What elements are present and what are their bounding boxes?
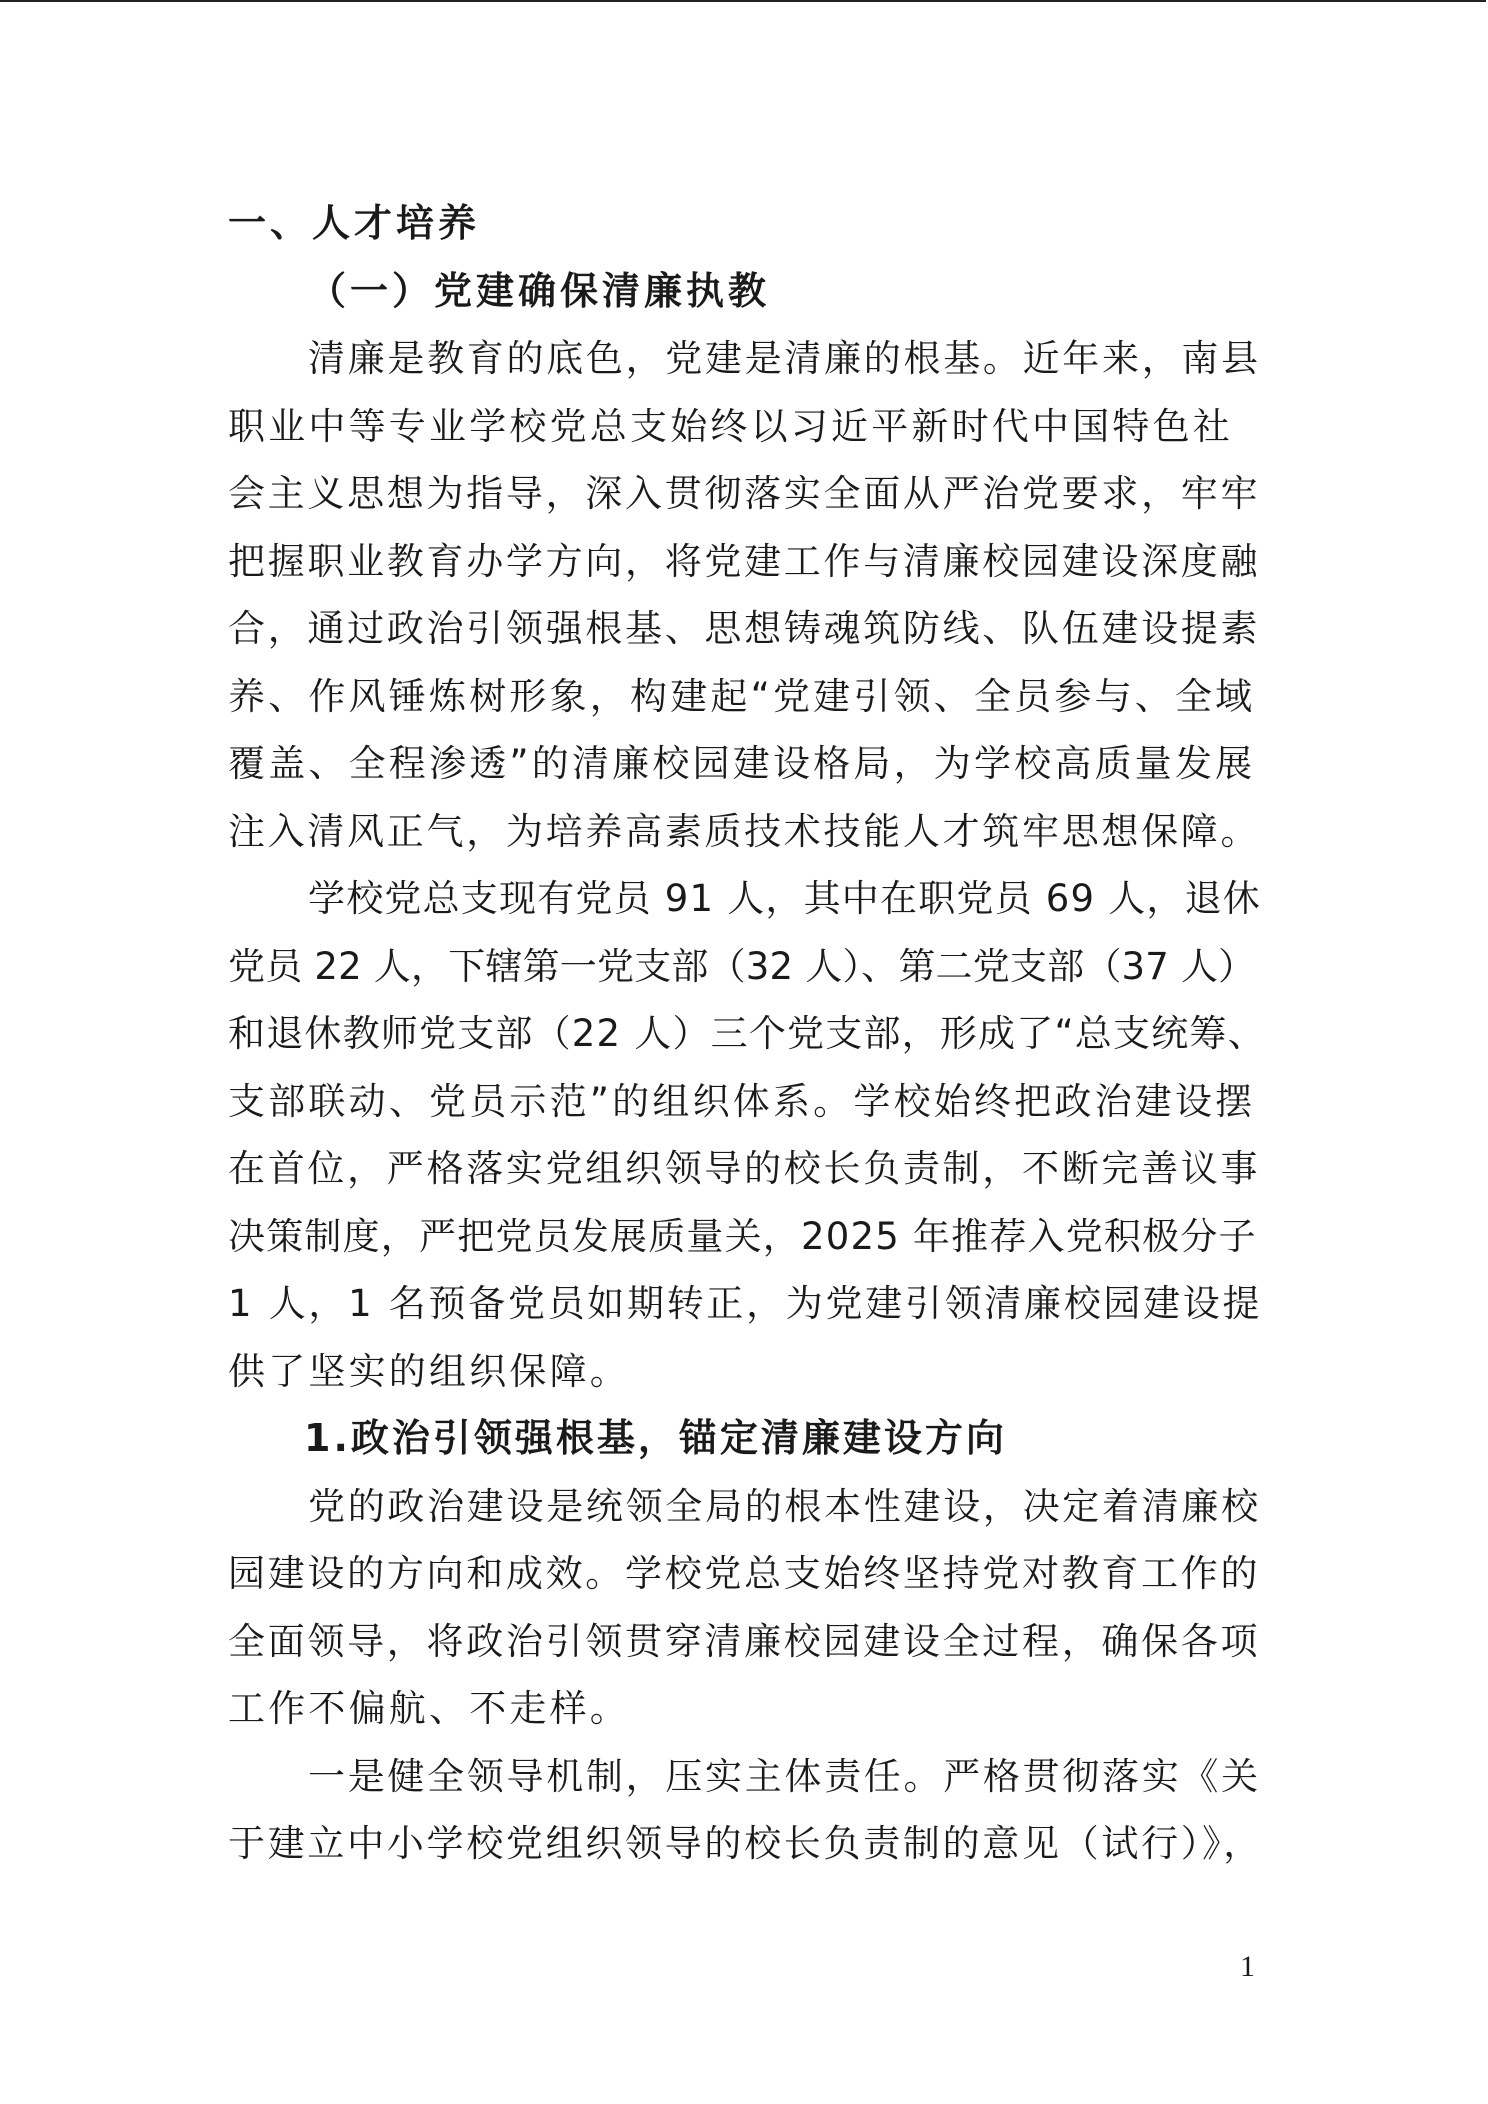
text-line: 学校党总支现有党员 91 人，其中在职党员 69 人，退休 — [308, 877, 1262, 920]
text-line: 覆盖、全程渗透”的清廉校园建设格局，为学校高质量发展 — [228, 742, 1256, 785]
text-line: 全面领导，将政治引领贯穿清廉校园建设全过程，确保各项 — [228, 1619, 1261, 1663]
text-line: 工作不偏航、不走样。 — [228, 1687, 630, 1730]
paragraph-2 — [228, 865, 1268, 1405]
text-line: 在首位，严格落实党组织领导的校长负责制，不断完善议事 — [228, 1147, 1261, 1190]
text-line: 园建设的方向和成效。学校党总支始终坚持党对教育工作的 — [228, 1552, 1261, 1595]
text-line: 清廉是教育的底色，党建是清廉的根基。近年来，南县 — [308, 337, 1261, 380]
text-line: 注入清风正气，为培养高素质技术技能人才筑牢思想保障。 — [228, 809, 1261, 853]
text-line: 一是健全领导机制，压实主体责任。严格贯彻落实《关 — [308, 1754, 1261, 1798]
paragraph-4 — [228, 1743, 1268, 1878]
text-line: 会主义思想为指导，深入贯彻落实全面从严治党要求，牢牢 — [228, 472, 1261, 515]
text-line: 于建立中小学校党组织领导的校长负责制的意见（试行）》， — [228, 1822, 1263, 1865]
page-number: 1 — [1240, 1950, 1255, 1983]
text-line: 养、作风锤炼树形象，构建起“党建引领、全员参与、全域 — [228, 674, 1256, 718]
subsection-item-heading: 1.政治引领强根基，锚定清廉建设方向 — [304, 1416, 1007, 1460]
text-line: 和退休教师党支部（22 人）三个党支部，形成了“总支统筹、 — [228, 1012, 1266, 1055]
text-line: 党员 22 人，下辖第一党支部（32 人）、第二党支部（37 人） — [228, 944, 1256, 988]
paragraph-3 — [228, 1473, 1268, 1743]
text-line: 供了坚实的组织保障。 — [228, 1349, 630, 1393]
subsection-heading: （一）党建确保清廉执教 — [308, 268, 771, 313]
document-body — [228, 190, 1268, 1878]
text-line: 决策制度，严把党员发展质量关，2025 年推荐入党积极分子 — [228, 1214, 1257, 1258]
text-line: 1 人，1 名预备党员如期转正，为党建引领清廉校园建设提 — [228, 1282, 1263, 1325]
text-line: 把握职业教育办学方向，将党建工作与清廉校园建设深度融 — [228, 539, 1261, 583]
text-line: 合，通过政治引领强根基、思想铸魂筑防线、队伍建设提素 — [228, 607, 1261, 650]
section-heading: 一、人才培养 — [228, 201, 481, 245]
text-line: 职业中等专业学校党总支始终以习近平新时代中国特色社 — [228, 404, 1233, 448]
text-line: 支部联动、党员示范”的组织体系。学校始终把政治建设摆 — [228, 1079, 1256, 1123]
page-top-border — [0, 0, 1486, 2]
text-line: 党的政治建设是统领全局的根本性建设，决定着清廉校 — [308, 1484, 1261, 1528]
paragraph-1 — [228, 325, 1268, 865]
